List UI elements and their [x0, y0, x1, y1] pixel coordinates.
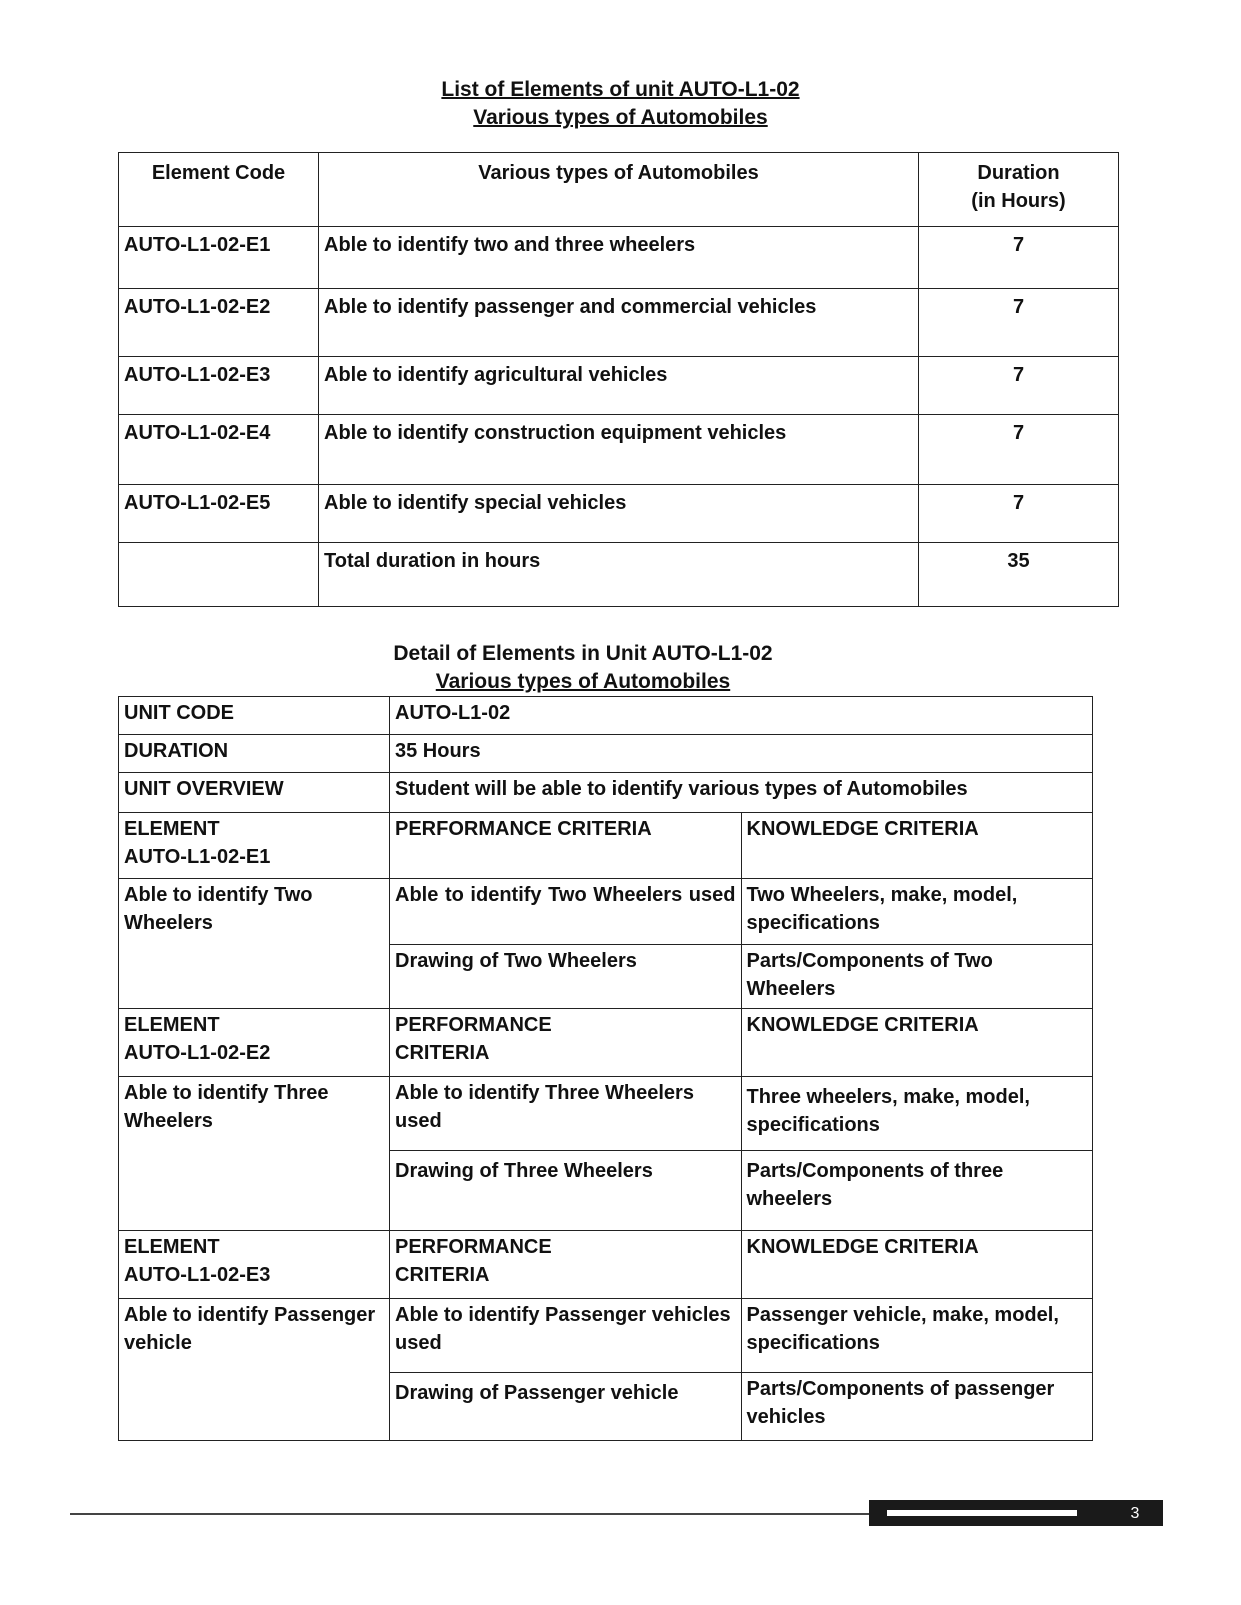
detail-title-line1: Detail of Elements in Unit AUTO-L1-02	[393, 642, 773, 665]
overview-value: Student will be able to identify various types of Automobiles	[390, 773, 1093, 813]
element-hours-cell: 7	[919, 357, 1119, 415]
element-header-row	[119, 1009, 1093, 1077]
element-description-cell: Able to identify two and three wheelers	[319, 227, 919, 289]
performance-criteria-header: PERFORMANCE CRITERIA	[390, 813, 742, 879]
detail-title-line2: Various types of Automobiles	[435, 670, 731, 693]
table-row	[119, 415, 1119, 485]
total-hours: 35	[919, 543, 1119, 607]
performance-criteria-header: PERFORMANCE CRITERIA	[390, 1231, 742, 1299]
table-row	[119, 227, 1119, 289]
table-row	[119, 357, 1119, 415]
knowledge-criteria-item: Parts/Components of Two Wheelers	[741, 945, 1093, 1009]
criteria-row	[119, 1077, 1093, 1151]
knowledge-criteria-item: Parts/Components of passenger vehicles	[741, 1373, 1093, 1441]
element-hours-cell: 7	[919, 289, 1119, 357]
element-code-cell: AUTO-L1-02-E3	[119, 357, 319, 415]
total-label: Total duration in hours	[319, 543, 919, 607]
footer-rule	[70, 1513, 870, 1515]
criteria-row	[119, 879, 1093, 945]
element-description-cell: Able to identify passenger and commercial vehicles	[319, 289, 919, 357]
total-row	[119, 543, 1119, 607]
element-code-cell: AUTO-L1-02-E5	[119, 485, 319, 543]
list-title-line2: Various types of Automobiles	[473, 106, 768, 129]
element-code-cell: AUTO-L1-02-E2	[119, 289, 319, 357]
total-empty-cell	[119, 543, 319, 607]
knowledge-criteria-header: KNOWLEDGE CRITERIA	[741, 813, 1093, 879]
knowledge-criteria-header: KNOWLEDGE CRITERIA	[741, 1231, 1093, 1299]
overview-row	[119, 773, 1093, 813]
elements-list-table	[118, 152, 1119, 607]
element-hours-cell: 7	[919, 415, 1119, 485]
duration-value: 35 Hours	[390, 735, 1093, 773]
knowledge-criteria-item: Parts/Components of three wheelers	[741, 1151, 1093, 1231]
element-description-cell: Able to identify agricultural vehicles	[319, 357, 919, 415]
footer-accent-stripe	[887, 1510, 1077, 1516]
element-detail-table	[118, 696, 1093, 1441]
element-description-cell: Able to identify construction equipment vehicles	[319, 415, 919, 485]
unit-code-label: UNIT CODE	[119, 697, 390, 735]
header-description: Various types of Automobiles	[319, 153, 919, 227]
element-code-cell: AUTO-L1-02-E1	[119, 227, 319, 289]
performance-criteria-item: Drawing of Two Wheelers	[390, 945, 742, 1009]
knowledge-criteria-item: Two Wheelers, make, model, specifications	[741, 879, 1093, 945]
element-header-row	[119, 1231, 1093, 1299]
unit-code-value: AUTO-L1-02	[390, 697, 1093, 735]
performance-criteria-header: PERFORMANCE CRITERIA	[390, 1009, 742, 1077]
criteria-row	[119, 1299, 1093, 1373]
element-header-row	[119, 813, 1093, 879]
performance-criteria-item: Drawing of Passenger vehicle	[390, 1373, 742, 1441]
element-description-cell: Able to identify special vehicles	[319, 485, 919, 543]
element-name: Able to identify Two Wheelers	[119, 879, 390, 1009]
performance-criteria-item: Able to identify Three Wheelers used	[390, 1077, 742, 1151]
duration-row	[119, 735, 1093, 773]
table-row	[119, 485, 1119, 543]
table-header-row	[119, 153, 1119, 227]
performance-criteria-item: Able to identify Passenger vehicles used	[390, 1299, 742, 1373]
element-label: ELEMENT AUTO-L1-02-E2	[119, 1009, 390, 1077]
element-label: ELEMENT AUTO-L1-02-E3	[119, 1231, 390, 1299]
element-name: Able to identify Three Wheelers	[119, 1077, 390, 1231]
header-element-code: Element Code	[119, 153, 319, 227]
unit-code-row	[119, 697, 1093, 735]
overview-label: UNIT OVERVIEW	[119, 773, 390, 813]
performance-criteria-item: Drawing of Three Wheelers	[390, 1151, 742, 1231]
knowledge-criteria-item: Three wheelers, make, model, specifications	[741, 1077, 1093, 1151]
list-title-line1: List of Elements of unit AUTO-L1-02	[441, 78, 800, 101]
element-label: ELEMENT AUTO-L1-02-E1	[119, 813, 390, 879]
duration-label: DURATION	[119, 735, 390, 773]
element-code-cell: AUTO-L1-02-E4	[119, 415, 319, 485]
knowledge-criteria-header: KNOWLEDGE CRITERIA	[741, 1009, 1093, 1077]
table-row	[119, 289, 1119, 357]
element-name: Able to identify Passenger vehicle	[119, 1299, 390, 1441]
knowledge-criteria-item: Passenger vehicle, make, model, specifications	[741, 1299, 1093, 1373]
element-hours-cell: 7	[919, 227, 1119, 289]
performance-criteria-item: Able to identify Two Wheelers used	[390, 879, 742, 945]
page-number: 3	[1130, 1505, 1140, 1522]
element-hours-cell: 7	[919, 485, 1119, 543]
header-duration: Duration (in Hours)	[919, 153, 1119, 227]
